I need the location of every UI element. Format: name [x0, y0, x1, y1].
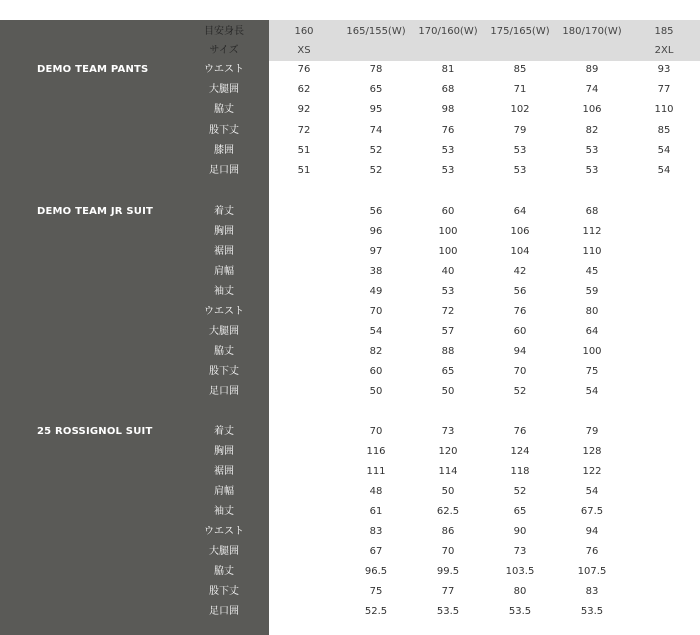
measurement-value: 53: [441, 145, 455, 156]
measurement-value: 65: [513, 506, 527, 517]
measurement-value: 65: [369, 84, 383, 95]
measurement-value: 52: [369, 145, 383, 156]
measurement-value: 54: [585, 386, 599, 397]
measurement-value: 65: [441, 366, 455, 377]
measurement-value: 52: [513, 386, 527, 397]
height-header-cell: 180/170(W): [562, 26, 622, 37]
measurement-value: 107.5: [577, 566, 607, 577]
measurement-value: 79: [585, 426, 599, 437]
measurement-value: 104: [510, 246, 530, 257]
measurement-value: 64: [585, 326, 599, 337]
measurement-value: 124: [510, 446, 530, 457]
measurement-value: 60: [369, 366, 383, 377]
measurement-value: 51: [297, 165, 311, 176]
measurement-value: 73: [513, 546, 527, 557]
measurement-value: 54: [657, 165, 671, 176]
measurement-value: 110: [582, 246, 602, 257]
measurement-value: 83: [369, 526, 383, 537]
measurement-value: 54: [585, 486, 599, 497]
height-header-cell: 175/165(W): [490, 26, 550, 37]
measurement-value: 53: [441, 286, 455, 297]
measurement-value: 48: [369, 486, 383, 497]
measurement-value: 96: [369, 226, 383, 237]
measurement-label: 大腿囲: [209, 546, 239, 557]
measurement-value: 96.5: [364, 566, 388, 577]
measurement-value: 73: [441, 426, 455, 437]
measurement-value: 102: [510, 104, 530, 115]
measurement-value: 94: [513, 346, 527, 357]
measurement-value: 64: [513, 206, 527, 217]
measurement-value: 53.5: [436, 606, 460, 617]
measurement-value: 67.5: [580, 506, 604, 517]
measurement-value: 52.5: [364, 606, 388, 617]
measurement-value: 53: [585, 145, 599, 156]
height-header-cell: 185: [654, 26, 674, 37]
measurement-value: 76: [585, 546, 599, 557]
measurement-label: 膝囲: [214, 145, 234, 156]
measurement-label: 大腿囲: [209, 84, 239, 95]
measurement-value: 50: [441, 486, 455, 497]
measurement-value: 98: [441, 104, 455, 115]
measurement-value: 53.5: [508, 606, 532, 617]
measurement-label: 肩幅: [214, 486, 234, 497]
measurement-label: 袖丈: [214, 286, 234, 297]
measurement-value: 40: [441, 266, 455, 277]
measurement-value: 53: [441, 165, 455, 176]
section-title: DEMO TEAM JR SUIT: [37, 206, 154, 217]
measurement-value: 80: [513, 586, 527, 597]
measurement-value: 70: [441, 546, 455, 557]
measurement-value: 88: [441, 346, 455, 357]
measurement-value: 76: [297, 64, 311, 75]
measurement-value: 71: [513, 84, 527, 95]
measurement-label: 袖丈: [214, 506, 234, 517]
measurement-value: 57: [441, 326, 455, 337]
measurement-value: 62: [297, 84, 311, 95]
measurement-value: 120: [438, 446, 458, 457]
measurement-value: 42: [513, 266, 527, 277]
measurement-value: 59: [585, 286, 599, 297]
measurement-value: 128: [582, 446, 602, 457]
measurement-label: 胸囲: [214, 226, 234, 237]
measurement-value: 78: [369, 64, 383, 75]
measurement-label: 脇丈: [214, 346, 234, 357]
measurement-value: 50: [369, 386, 383, 397]
measurement-value: 85: [513, 64, 527, 75]
measurement-value: 61: [369, 506, 383, 517]
measurement-value: 94: [585, 526, 599, 537]
measurement-value: 122: [582, 466, 602, 477]
measurement-value: 62.5: [436, 506, 460, 517]
height-row-label: 目安身長: [204, 26, 244, 37]
measurement-value: 72: [297, 125, 311, 136]
measurement-label: 着丈: [214, 426, 234, 437]
measurement-value: 111: [366, 466, 386, 477]
measurement-value: 76: [513, 426, 527, 437]
measurement-value: 74: [369, 125, 383, 136]
measurement-value: 100: [582, 346, 602, 357]
header-band: [269, 20, 700, 61]
measurement-value: 53.5: [580, 606, 604, 617]
measurement-value: 52: [513, 486, 527, 497]
measurement-value: 106: [510, 226, 530, 237]
measurement-value: 68: [441, 84, 455, 95]
measurement-value: 50: [441, 386, 455, 397]
measurement-label: 股下丈: [209, 125, 239, 136]
measurement-value: 95: [369, 104, 383, 115]
measurement-label: 足口囲: [209, 386, 239, 397]
measurement-value: 99.5: [436, 566, 460, 577]
measurement-value: 54: [369, 326, 383, 337]
measurement-value: 90: [513, 526, 527, 537]
height-header-cell: 170/160(W): [418, 26, 478, 37]
height-header-cell: 165/155(W): [346, 26, 406, 37]
section-title: DEMO TEAM PANTS: [37, 64, 149, 75]
measurement-value: 103.5: [505, 566, 535, 577]
measurement-value: 112: [582, 226, 602, 237]
measurement-label: 胸囲: [214, 446, 234, 457]
height-header-cell: 160: [294, 26, 314, 37]
measurement-value: 100: [438, 246, 458, 257]
measurement-value: 93: [657, 64, 671, 75]
measurement-value: 38: [369, 266, 383, 277]
measurement-value: 51: [297, 145, 311, 156]
measurement-value: 80: [585, 306, 599, 317]
measurement-value: 53: [513, 145, 527, 156]
measurement-label: 足口囲: [209, 606, 239, 617]
measurement-label: 裾囲: [214, 466, 234, 477]
measurement-value: 116: [366, 446, 386, 457]
measurement-value: 45: [585, 266, 599, 277]
measurement-label: 裾囲: [214, 246, 234, 257]
measurement-label: ウエスト: [204, 64, 244, 75]
measurement-value: 114: [438, 466, 458, 477]
measurement-value: 74: [585, 84, 599, 95]
measurement-label: 肩幅: [214, 266, 234, 277]
measurement-value: 76: [513, 306, 527, 317]
measurement-label: 股下丈: [209, 586, 239, 597]
measurement-value: 56: [513, 286, 527, 297]
measurement-label: ウエスト: [204, 306, 244, 317]
measurement-value: 67: [369, 546, 383, 557]
measurement-value: 89: [585, 64, 599, 75]
measurement-value: 49: [369, 286, 383, 297]
measurement-value: 53: [585, 165, 599, 176]
measurement-value: 60: [441, 206, 455, 217]
size-row-label: サイズ: [209, 45, 239, 56]
measurement-value: 100: [438, 226, 458, 237]
measurement-value: 110: [654, 104, 674, 115]
measurement-value: 53: [513, 165, 527, 176]
measurement-value: 68: [585, 206, 599, 217]
measurement-label: 股下丈: [209, 366, 239, 377]
measurement-value: 86: [441, 526, 455, 537]
measurement-value: 75: [369, 586, 383, 597]
measurement-value: 75: [585, 366, 599, 377]
measurement-label: 着丈: [214, 206, 234, 217]
size-header-cell: XS: [297, 45, 311, 56]
measurement-value: 81: [441, 64, 455, 75]
measurement-value: 76: [441, 125, 455, 136]
measurement-value: 77: [441, 586, 455, 597]
measurement-label: 脇丈: [214, 566, 234, 577]
measurement-value: 82: [369, 346, 383, 357]
measurement-value: 106: [582, 104, 602, 115]
section-title: 25 ROSSIGNOL SUIT: [37, 426, 153, 437]
measurement-value: 82: [585, 125, 599, 136]
measurement-value: 118: [510, 466, 530, 477]
measurement-value: 85: [657, 125, 671, 136]
measurement-value: 56: [369, 206, 383, 217]
measurement-value: 70: [369, 306, 383, 317]
measurement-value: 70: [513, 366, 527, 377]
size-header-cell: 2XL: [654, 45, 674, 56]
measurement-value: 60: [513, 326, 527, 337]
measurement-label: 大腿囲: [209, 326, 239, 337]
measurement-label: 脇丈: [214, 104, 234, 115]
measurement-value: 52: [369, 165, 383, 176]
measurement-value: 54: [657, 145, 671, 156]
measurement-label: 足口囲: [209, 165, 239, 176]
measurement-value: 79: [513, 125, 527, 136]
measurement-value: 72: [441, 306, 455, 317]
measurement-value: 97: [369, 246, 383, 257]
measurement-value: 77: [657, 84, 671, 95]
measurement-value: 92: [297, 104, 311, 115]
measurement-label: ウエスト: [204, 526, 244, 537]
measurement-value: 83: [585, 586, 599, 597]
measurement-value: 70: [369, 426, 383, 437]
